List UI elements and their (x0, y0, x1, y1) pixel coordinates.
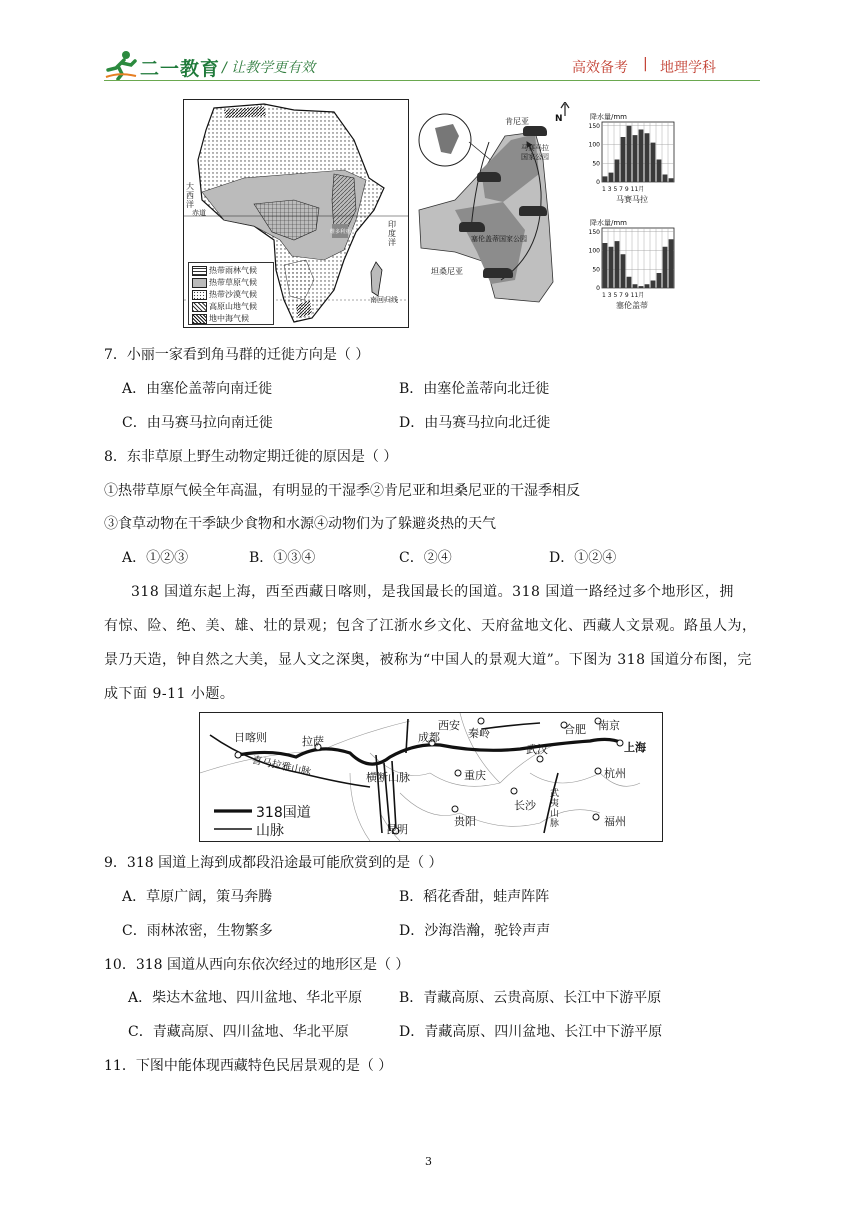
legend-label-savanna: 热带草原气候 (209, 278, 257, 287)
q9-option-d[interactable]: D．沙海浩瀚，驼铃声声 (399, 923, 551, 939)
chart-bar (657, 273, 662, 288)
chart-bar (645, 133, 650, 182)
legend-swatch-rainforest (192, 266, 207, 276)
city-wuhan: 武汉 (526, 743, 548, 756)
header-right-left: 高效备考 (572, 60, 628, 76)
kenya-label: 肯尼亚 (505, 117, 529, 126)
city-xian: 西安 (438, 719, 460, 732)
q9-option-a[interactable]: A．草原广阔，策马奔腾 (122, 889, 273, 905)
migration-map (415, 102, 573, 314)
chart-bar (609, 173, 614, 182)
legend-label-rainforest: 热带雨林气候 (209, 266, 257, 275)
chart-bar (663, 247, 668, 288)
africa-legend (188, 262, 274, 325)
q10-option-b[interactable]: B．青藏高原、云贵高原、长江中下游平原 (399, 990, 662, 1006)
chart-masai-caption: 马赛马拉 (616, 195, 648, 204)
city-nanjing: 南京 (598, 719, 620, 732)
city-hangzhou: 杭州 (604, 767, 626, 780)
city-chengdu: 成都 (418, 731, 440, 744)
q7-option-b[interactable]: B．由塞伦盖蒂向北迁徙 (399, 381, 550, 397)
q9-stem: 9．318 国道上海到成都段沿途最可能欣赏到的是（ ） (104, 855, 443, 871)
city-hefei: 合肥 (564, 723, 586, 736)
chart-bar (609, 247, 614, 288)
chart-serengeti-xticks: 1 3 5 7 9 11月 (602, 292, 645, 299)
tanzania-label: 坦桑尼亚 (431, 267, 463, 276)
road-318-map (199, 712, 663, 842)
city-chongqing: 重庆 (464, 769, 486, 782)
chart-bar (663, 175, 668, 183)
legend-swatch-highland (192, 302, 207, 312)
mountain-qinling: 秦岭 (468, 727, 490, 740)
serengeti-label: 塞伦盖蒂国家公园 (471, 235, 527, 243)
q8-option-a[interactable]: A．①②③ (122, 550, 189, 566)
q7-option-c[interactable]: C．由马赛马拉向南迁徙 (122, 415, 273, 431)
q8-statement-line1: ①热带草原气候全年高温，有明显的干湿季②肯尼亚和坦桑尼亚的干湿季相反 (104, 483, 580, 499)
ocean-east-label: 印度洋 (388, 220, 396, 247)
chart-ytick-label: 100 (588, 141, 600, 149)
q10-option-d[interactable]: D．青藏高原、四川盆地、长江中下游平原 (399, 1024, 663, 1040)
chart-bar (621, 137, 626, 182)
logo-runner-icon (104, 50, 138, 80)
chart-bar (633, 135, 638, 182)
city-lasa: 拉萨 (302, 735, 324, 748)
chart-serengeti-svg (580, 226, 680, 296)
tropic-label: 南回归线 (370, 296, 398, 304)
q9-option-b[interactable]: B．稻花香甜，蛙声阵阵 (399, 889, 550, 905)
q9-option-c[interactable]: C．雨林浓密，生物繁多 (122, 923, 273, 939)
q8-statement-line2: ③食草动物在干季缺少食物和水源④动物们为了躲避炎热的天气 (104, 516, 496, 532)
header-right-sep: | (643, 56, 648, 72)
chart-bar (615, 160, 620, 183)
passage-line4: 成下面 9-11 小题。 (104, 686, 235, 702)
city-shanghai: 上海 (624, 741, 646, 754)
chart-bar (603, 176, 608, 182)
chart-bar (639, 286, 644, 288)
mountain-himalaya: 喜马拉雅山脉 (250, 754, 312, 779)
chart-serengeti (580, 218, 680, 316)
chart-bar (621, 254, 626, 288)
chart-ytick-label: 0 (596, 285, 600, 292)
page-number: 3 (425, 1155, 432, 1168)
chart-serengeti-ylabel: 降水量/mm (590, 219, 627, 227)
passage-line1: 318 国道东起上海，西至西藏日喀则，是我国最长的国道。318 国道一路经过多个地形区，拥 (131, 584, 734, 600)
equator-label: 赤道 (192, 209, 206, 217)
city-kunming: 昆明 (386, 823, 408, 836)
passage-line2: 有惊、险、绝、美、雄、壮的景观；包含了江浙水乡文化、天府盆地文化、西藏人文景观。路虽人为， (104, 618, 757, 634)
chart-bar (627, 277, 632, 288)
lake-label: 维多利亚湖 (330, 229, 356, 235)
city-rikaze: 日喀则 (234, 731, 267, 744)
chart-ytick-label: 0 (596, 179, 600, 186)
legend-swatch-desert (192, 290, 207, 300)
city-changsha: 长沙 (514, 799, 536, 812)
chart-masai (580, 112, 680, 210)
q8-option-c[interactable]: C．②④ (399, 550, 452, 566)
chart-ytick-label: 100 (588, 247, 600, 255)
header (0, 0, 860, 90)
chart-bar (651, 143, 656, 182)
legend-label-mediterranean: 地中海气候 (209, 314, 249, 323)
chart-serengeti-caption: 塞伦盖蒂 (616, 301, 648, 310)
chart-bar (615, 241, 620, 288)
chart-bar (651, 281, 656, 289)
chart-bar (645, 284, 650, 288)
legend-mountain-label: 山脉 (256, 823, 284, 839)
chart-masai-svg (580, 120, 680, 190)
chart-bar (669, 239, 674, 288)
legend-swatch-savanna (192, 278, 207, 288)
legend-label-desert: 热带沙漠气候 (209, 290, 257, 299)
q8-option-b[interactable]: B．①③④ (249, 550, 316, 566)
masai-label: 马赛马拉国家公园 (521, 144, 549, 161)
wildebeest-icon (459, 222, 485, 232)
q10-stem: 10．318 国道从西向东依次经过的地形区是（ ） (104, 957, 410, 973)
q11-stem: 11．下图中能体现西藏特色民居景观的是（ ） (104, 1058, 393, 1074)
chart-bar (603, 243, 608, 288)
city-guiyang: 贵阳 (454, 815, 476, 828)
chart-ytick-label: 50 (592, 266, 600, 274)
header-divider (104, 80, 760, 81)
north-label: N (555, 114, 563, 124)
passage-line3: 景乃天造，钟自然之大美，显人文之深奥，被称为“中国人的景观大道”。下图为 318 国道分布图，完 (104, 652, 752, 668)
chart-bar (657, 160, 662, 183)
legend-road-label: 318国道 (256, 805, 311, 821)
wildebeest-icon (523, 126, 547, 136)
chart-masai-xticks: 1 3 5 7 9 11月 (602, 186, 645, 193)
wildebeest-icon (519, 206, 547, 216)
q8-option-d[interactable]: D．①②④ (549, 550, 617, 566)
africa-climate-map (183, 99, 409, 328)
header-right-right: 地理学科 (660, 60, 716, 76)
chart-masai-ylabel: 降水量/mm (590, 113, 627, 121)
chart-bar (633, 284, 638, 288)
wildebeest-icon (477, 172, 501, 182)
chart-bar (639, 130, 644, 183)
chart-ytick-label: 150 (588, 228, 600, 236)
mountain-wuyi: 武夷山脉 (550, 789, 560, 829)
q8-stem: 8．东非草原上野生动物定期迁徙的原因是（ ） (104, 449, 398, 465)
q7-stem: 7．小丽一家看到角马群的迁徙方向是（ ） (104, 347, 370, 363)
header-slogan: / 让教学更有效 (222, 60, 316, 76)
wildebeest-icon (483, 268, 513, 278)
chart-bar (627, 126, 632, 182)
chart-ytick-label: 150 (588, 122, 600, 130)
legend-swatch-mediterranean (192, 314, 207, 324)
chart-bar (669, 178, 674, 182)
legend-label-highland: 高原山地气候 (209, 302, 257, 311)
city-fuzhou: 福州 (604, 815, 626, 828)
q10-option-c[interactable]: C．青藏高原、四川盆地、华北平原 (128, 1024, 349, 1040)
migration-map-drawing (415, 102, 573, 314)
ocean-west-label: 大西洋 (186, 182, 194, 209)
q7-option-d[interactable]: D．由马赛马拉向北迁徙 (399, 415, 551, 431)
q7-option-a[interactable]: A．由塞伦盖蒂向南迁徙 (122, 381, 273, 397)
chart-ytick-label: 50 (592, 160, 600, 168)
mountain-hengduan: 横断山脉 (366, 771, 410, 784)
q10-option-a[interactable]: A．柴达木盆地、四川盆地、华北平原 (128, 990, 363, 1006)
logo-text: 二一教育 (140, 58, 221, 80)
